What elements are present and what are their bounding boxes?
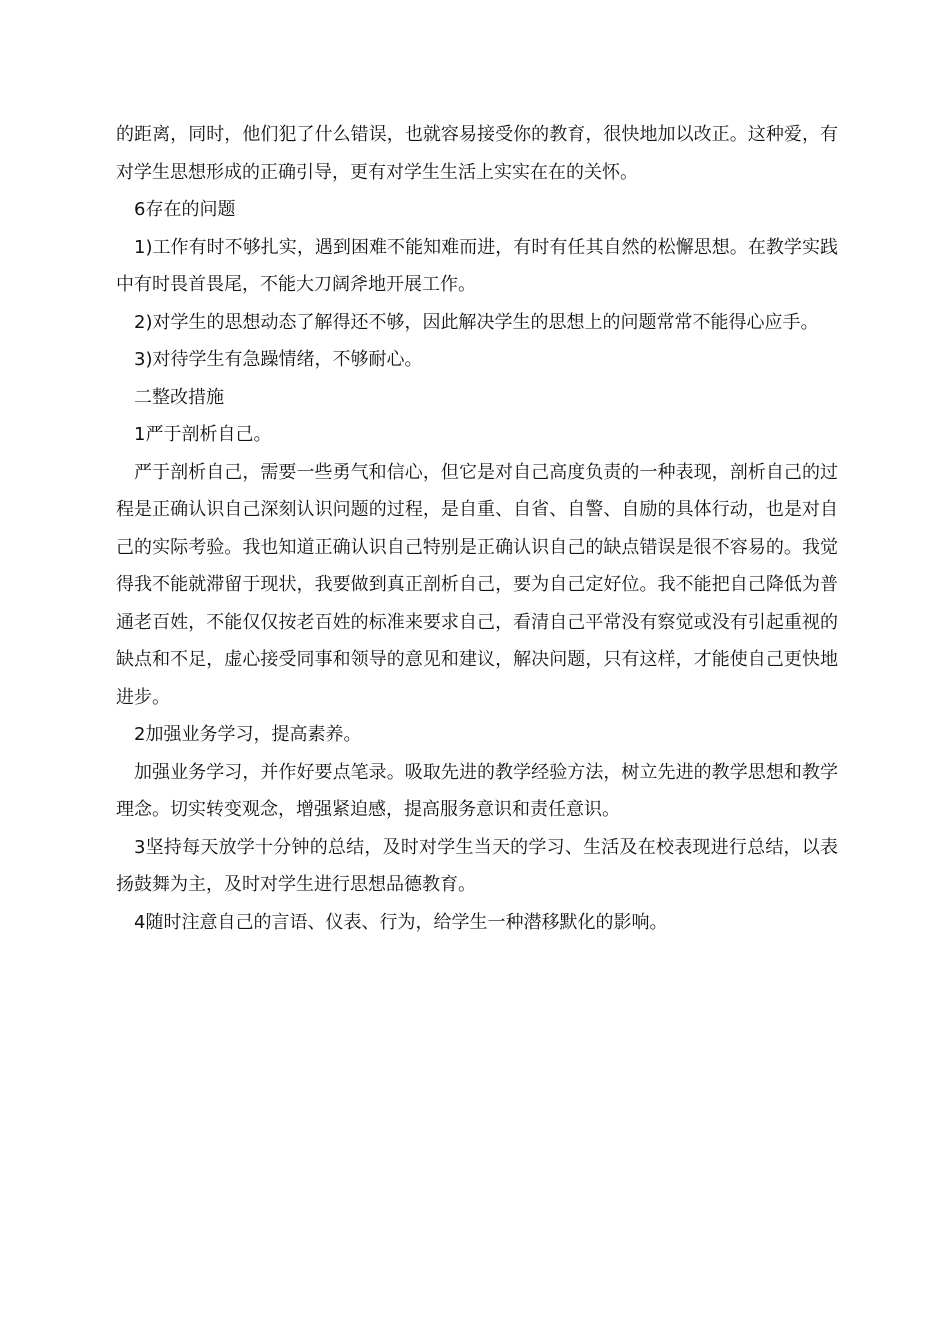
measure-body-2: 加强业务学习，并作好要点笔录。吸取先进的教学经验方法，树立先进的教学思想和教学理念。切实转变观念，增强紧迫感，提高服务意识和责任意识。 [116, 761, 838, 820]
measure-body-1: 严于剖析自己，需要一些勇气和信心，但它是对自己高度负责的一种表现，剖析自己的过程是正确认识自己深刻认识问题的过程，是自重、自省、自警、自励的具体行动，也是对自己的实际考验。我也知道正确认识自己特别是正确认识自己的缺点错误是很不容易的。我觉得我不能就滞留于现状，我要做到真正剖析自己，要为自己定好位。我不能把自己降低为普通老百姓，不能仅仅按老百姓的标准来要求自己，看清自己平常没有察觉或没有引起重视的缺点和不足，虚心接受同事和领导的意见和建议，解决问题，只有这样，才能使自己更快地进步。 [116, 461, 838, 708]
document-body [116, 116, 838, 941]
problem-item-2: 2)对学生的思想动态了解得还不够，因此解决学生的思想上的问题常常不能得心应手。 [134, 311, 819, 333]
paragraph-continuation: 的距离，同时，他们犯了什么错误，也就容易接受你的教育，很快地加以改正。这种爱，有对学生思想形成的正确引导，更有对学生生活上实实在在的关怀。 [116, 124, 838, 183]
measure-item-3: 3坚持每天放学十分钟的总结，及时对学生当天的学习、生活及在校表现进行总结，以表扬鼓舞为主，及时对学生进行思想品德教育。 [116, 836, 838, 895]
section-heading-problems: 6存在的问题 [134, 199, 236, 220]
measure-heading-2: 2加强业务学习，提高素养。 [134, 724, 362, 745]
section-heading-measures: 二整改措施 [134, 386, 224, 408]
measure-heading-1: 1严于剖析自己。 [134, 424, 272, 445]
problem-item-3: 3)对待学生有急躁情绪，不够耐心。 [134, 349, 423, 370]
measure-item-4: 4随时注意自己的言语、仪表、行为，给学生一种潜移默化的影响。 [134, 911, 668, 933]
problem-item-1: 1)工作有时不够扎实，遇到困难不能知难而进，有时有任其自然的松懈思想。在教学实践中有时畏首畏尾，不能大刀阔斧地开展工作。 [116, 236, 838, 295]
